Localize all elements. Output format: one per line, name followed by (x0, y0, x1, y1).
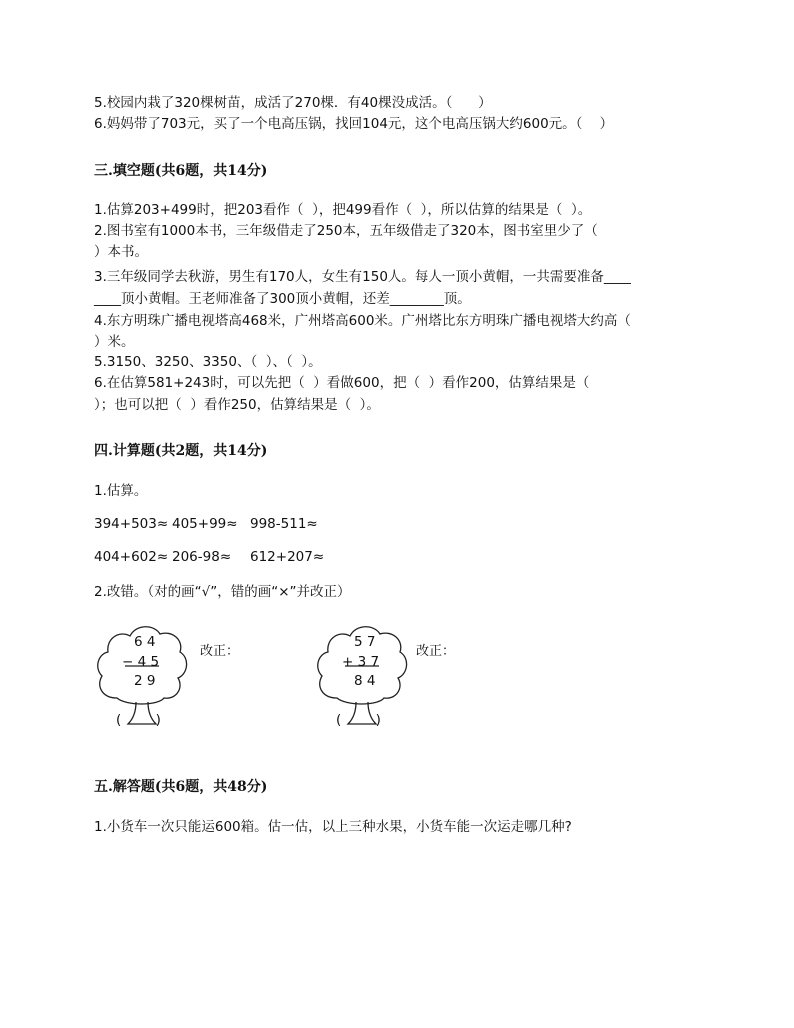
estimate-item: 206-98≈ (172, 549, 232, 565)
fill-question-2: 2.图书室有1000本书，三年级借走了250本，五年级借走了320本，图书室里少了（ (94, 223, 598, 239)
section-heading-calculation: 四.计算题(共2题，共14分) (94, 443, 268, 459)
word-problem-1: 1.小货车一次只能运600箱。估一估，以上三种水果，小货车能一次运走哪几种? (94, 819, 572, 835)
calc-question-1-label: 1.估算。 (94, 483, 148, 499)
fill-question-4: 4.东方明珠广播电视塔高468米，广州塔高600米。广州塔比东方明珠广播电视塔大约高（ (94, 313, 631, 329)
fill-question-3-cont: ____顶小黄帽。王老师准备了300顶小黄帽，还差________顶。 (94, 291, 471, 307)
fill-question-2-cont: ）本书。 (94, 244, 148, 260)
fill-question-3: 3.三年级同学去秋游，男生有170人，女生有150人。每人一顶小黄帽，一共需要准备____ (94, 269, 631, 285)
estimate-item: 998-511≈ (250, 516, 318, 532)
tree1-answer-parens: ( ) (116, 712, 161, 728)
estimate-item: 404+602≈ (94, 549, 169, 565)
section-heading-word-problems: 五.解答题(共6题，共48分) (94, 779, 268, 795)
estimate-item: 394+503≈ (94, 516, 169, 532)
fill-question-4-cont: ）米。 (94, 334, 135, 350)
tree2-operation: + 3 7 (342, 654, 380, 670)
tree2-top-number: 5 7 (354, 634, 376, 650)
fill-question-6-cont: ）；也可以把（ ）看作250，估算结果是（ ）。 (94, 397, 380, 413)
section-heading-fill-in: 三.填空题(共6题，共14分) (94, 163, 268, 179)
judge-question-5: 5.校园内栽了320棵树苗，成活了270棵．有40棵没成活。（ ） (94, 95, 492, 111)
estimate-item: 612+207≈ (250, 549, 325, 565)
fill-question-5: 5.3150、3250、3350、（ ）、（ ）。 (94, 354, 322, 370)
judge-question-6: 6.妈妈带了703元，买了一个电高压锅，找回104元，这个电高压锅大约600元。（ ） (94, 116, 614, 132)
fill-question-1: 1.估算203+499时，把203看作（ ），把499看作（ ），所以估算的结果是（ ）。 (94, 202, 592, 218)
tree2-answer-parens: ( ) (336, 712, 381, 728)
estimate-item: 405+99≈ (172, 516, 238, 532)
tree2-result: 8 4 (354, 673, 376, 689)
tree1-correction-label: 改正： (200, 644, 240, 659)
tree1-top-number: 6 4 (134, 634, 156, 650)
tree1-operation: − 4 5 (122, 654, 160, 670)
tree2-correction-label: 改正： (416, 644, 456, 659)
fill-question-6: 6.在估算581+243时，可以先把（ ）看做600，把（ ）看作200，估算结果是（ (94, 375, 590, 391)
tree1-result: 2 9 (134, 673, 156, 689)
calc-question-2-label: 2.改错。（对的画“√”，错的画“×”并改正） (94, 584, 351, 600)
